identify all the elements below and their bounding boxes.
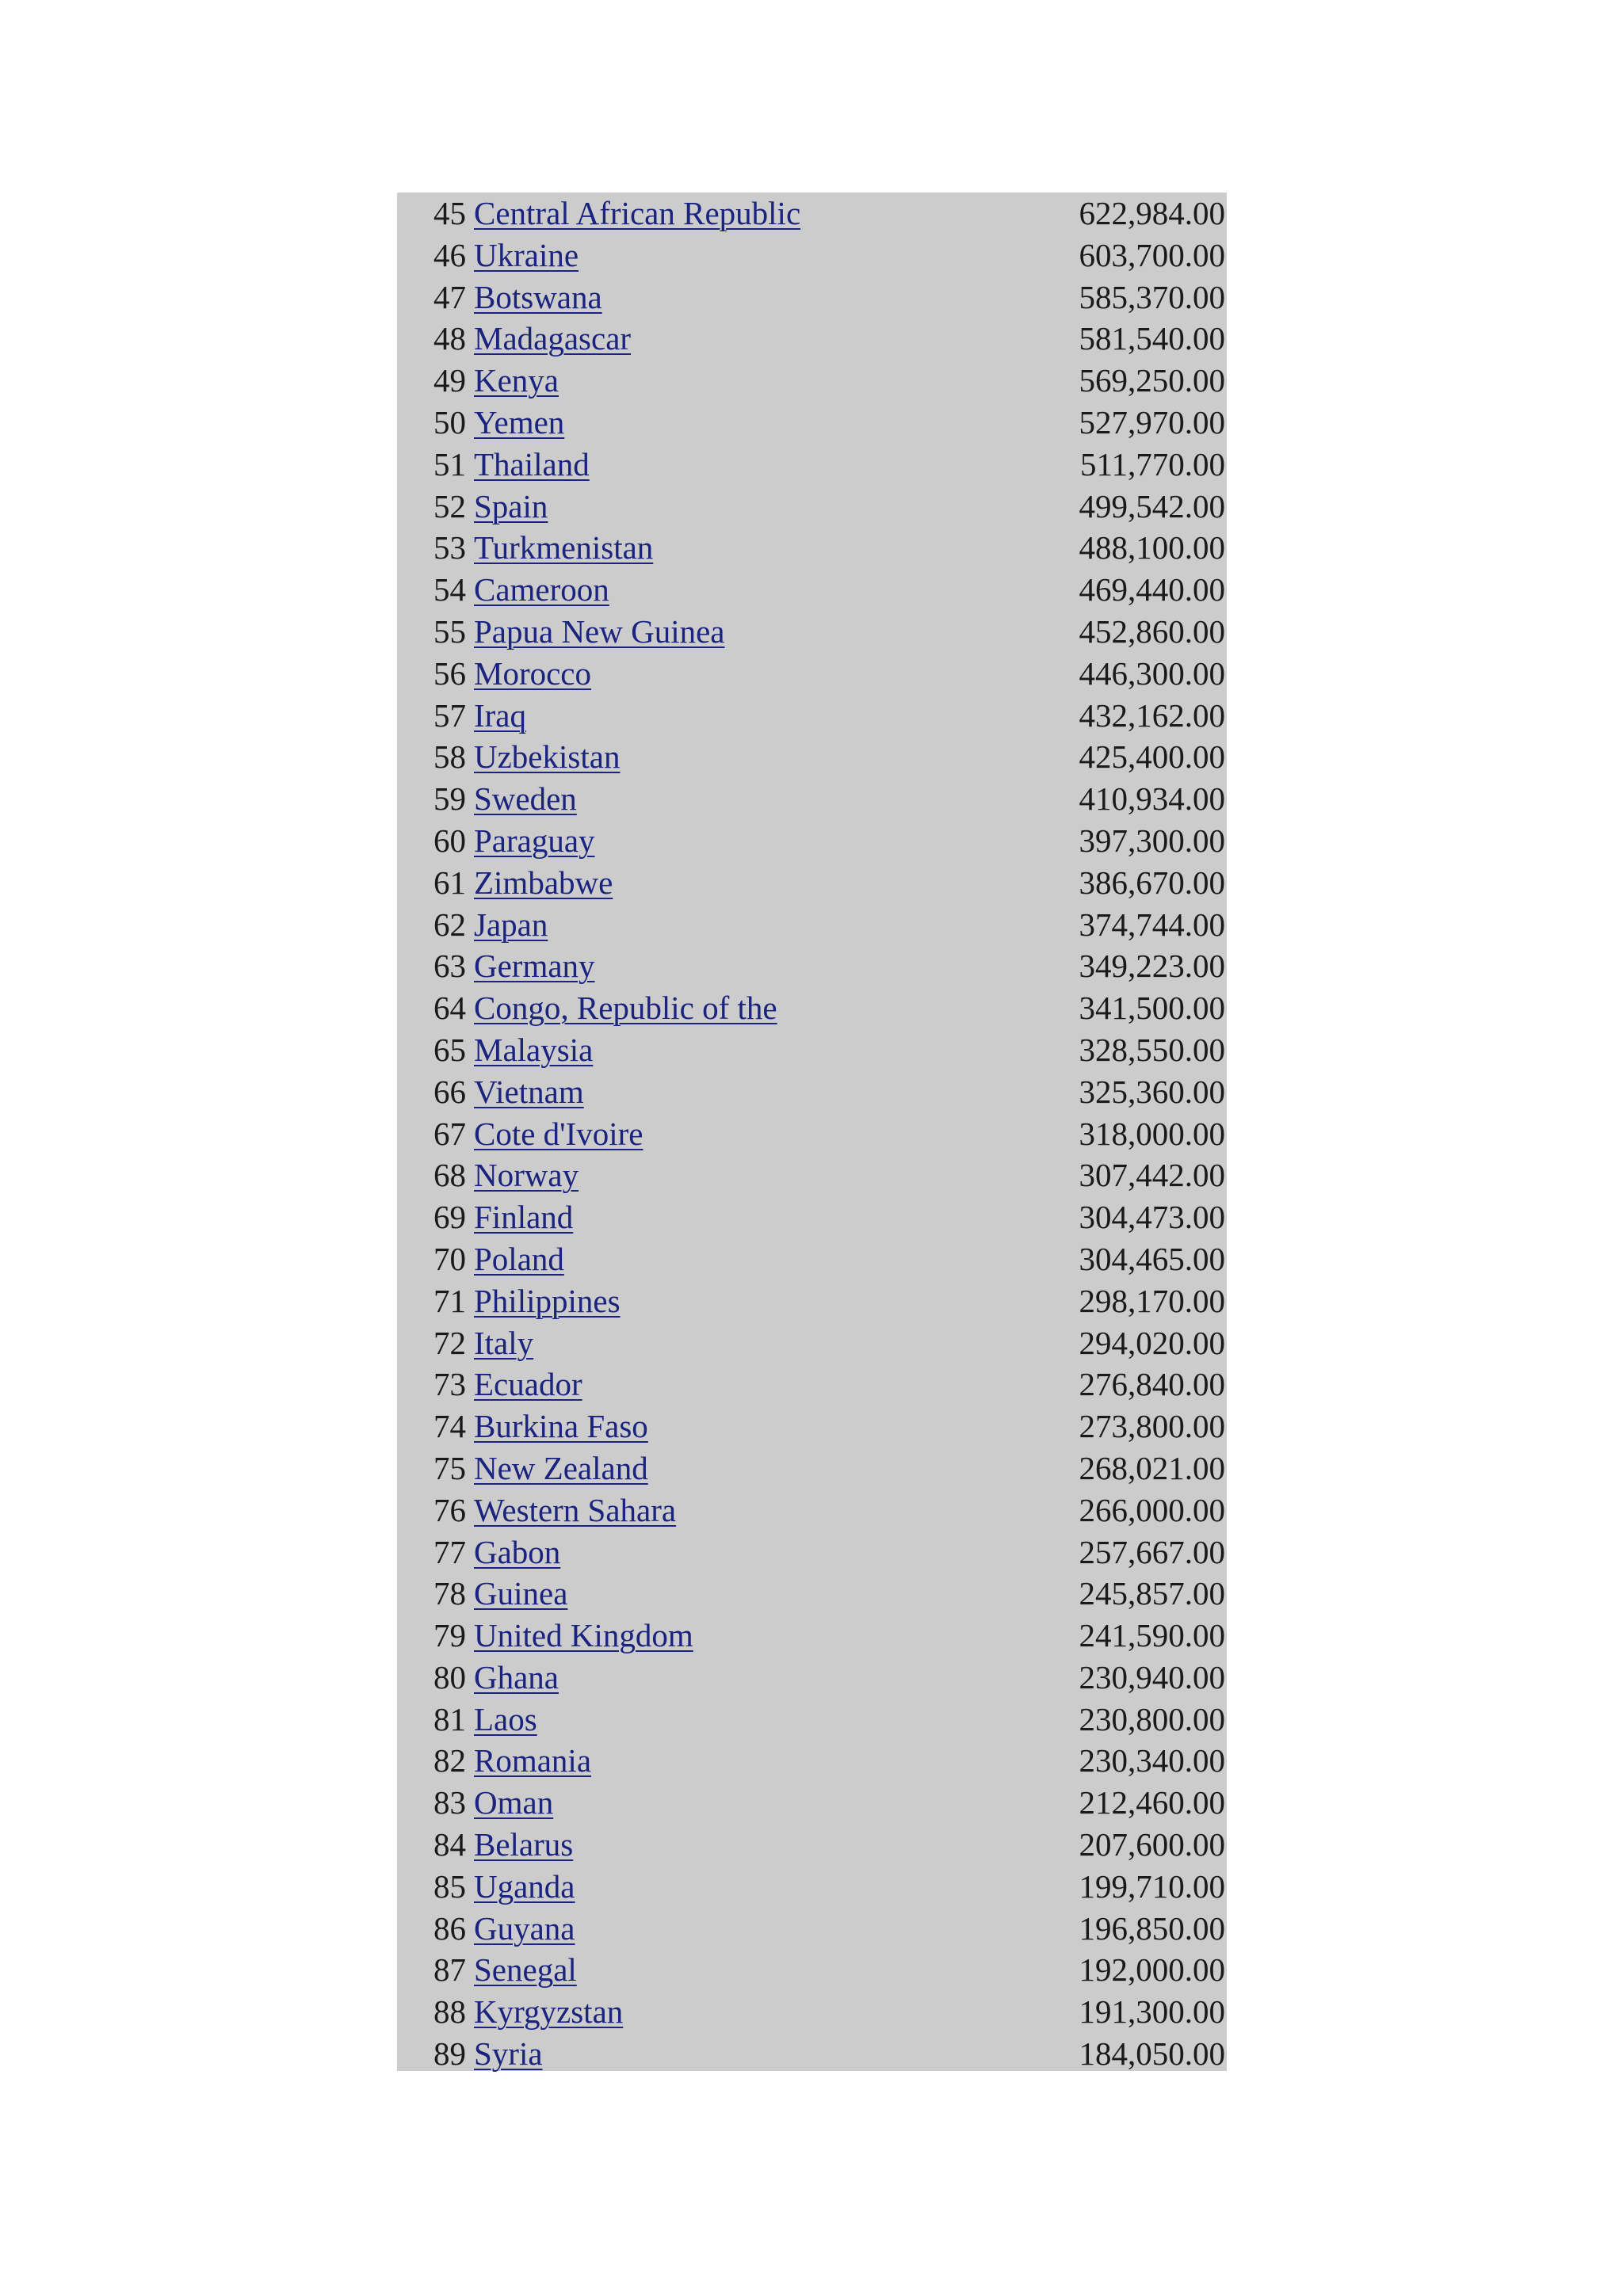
area-cell: 241,590.00 (1079, 1617, 1225, 1654)
area-cell: 499,542.00 (1079, 487, 1225, 524)
area-cell: 266,000.00 (1079, 1491, 1225, 1528)
table-body (397, 193, 1227, 2075)
rank-cell: 51 (433, 445, 466, 482)
table-row (397, 360, 1227, 402)
country-link[interactable]: Uzbekistan (474, 738, 621, 776)
rank-cell: 62 (433, 906, 466, 943)
country-link[interactable]: Malaysia (474, 1031, 594, 1068)
table-row (397, 987, 1227, 1029)
rank-cell: 72 (433, 1324, 466, 1361)
rank-cell: 83 (433, 1784, 466, 1821)
rank-cell: 53 (433, 529, 466, 566)
area-cell: 199,710.00 (1079, 1867, 1225, 1905)
area-cell: 622,984.00 (1079, 195, 1225, 231)
table-row (397, 402, 1227, 444)
area-cell: 446,300.00 (1079, 654, 1225, 692)
country-link[interactable]: Uganda (474, 1867, 575, 1905)
rank-cell: 52 (433, 487, 466, 524)
area-cell: 230,340.00 (1079, 1742, 1225, 1779)
country-link[interactable]: Syria (474, 2035, 543, 2073)
rank-cell: 56 (433, 654, 466, 692)
table-row (397, 1154, 1227, 1196)
rank-cell: 59 (433, 780, 466, 818)
country-link[interactable]: Western Sahara (474, 1491, 677, 1528)
rank-cell: 82 (433, 1742, 466, 1779)
table-row (397, 486, 1227, 528)
table-row (397, 1196, 1227, 1238)
rank-cell: 57 (433, 696, 466, 734)
country-link[interactable]: Senegal (474, 1951, 577, 1989)
country-link[interactable]: United Kingdom (474, 1617, 693, 1654)
table-row (397, 1949, 1227, 1991)
rank-cell: 47 (433, 278, 466, 315)
area-cell: 488,100.00 (1079, 529, 1225, 566)
area-cell: 192,000.00 (1079, 1951, 1225, 1989)
country-link[interactable]: Norway (474, 1157, 579, 1194)
country-link[interactable]: Papua New Guinea (474, 612, 725, 650)
table-row (397, 527, 1227, 569)
table-row (397, 1657, 1227, 1699)
rank-cell: 45 (433, 195, 466, 231)
table-row (397, 904, 1227, 946)
rank-cell: 88 (433, 1993, 466, 2031)
area-cell: 341,500.00 (1079, 990, 1225, 1027)
country-link[interactable]: Poland (474, 1240, 564, 1277)
area-cell: 511,770.00 (1080, 445, 1225, 482)
rank-cell: 74 (433, 1408, 466, 1445)
rank-cell: 54 (433, 571, 466, 608)
country-link[interactable]: Ukraine (474, 236, 579, 273)
rank-cell: 70 (433, 1240, 466, 1277)
table-row (397, 569, 1227, 611)
area-cell: 184,050.00 (1079, 2035, 1225, 2073)
area-cell: 207,600.00 (1079, 1826, 1225, 1863)
country-link[interactable]: Zimbabwe (474, 864, 613, 901)
rank-cell: 48 (433, 320, 466, 357)
table-row (397, 444, 1227, 486)
country-link[interactable]: Belarus (474, 1826, 574, 1863)
table-row (397, 1447, 1227, 1489)
rank-cell: 61 (433, 864, 466, 901)
table-row (397, 1615, 1227, 1657)
table-row (397, 862, 1227, 904)
area-cell: 425,400.00 (1079, 738, 1225, 776)
rank-cell: 50 (433, 403, 466, 441)
area-cell: 230,800.00 (1079, 1700, 1225, 1737)
table-row (397, 1991, 1227, 2033)
area-cell: 581,540.00 (1079, 320, 1225, 357)
rank-cell: 76 (433, 1491, 466, 1528)
area-cell: 191,300.00 (1079, 1993, 1225, 2031)
table-row (397, 1782, 1227, 1824)
area-cell: 527,970.00 (1079, 403, 1225, 441)
area-cell: 276,840.00 (1079, 1366, 1225, 1403)
country-link[interactable]: Germany (474, 948, 595, 985)
table-row (397, 235, 1227, 277)
country-link[interactable]: Japan (474, 906, 548, 943)
area-cell: 294,020.00 (1079, 1324, 1225, 1361)
area-cell: 212,460.00 (1079, 1784, 1225, 1821)
area-cell: 318,000.00 (1079, 1115, 1225, 1152)
country-link[interactable]: Turkmenistan (474, 529, 654, 566)
table-row (397, 1363, 1227, 1405)
rank-cell: 60 (433, 822, 466, 859)
rank-cell: 84 (433, 1826, 466, 1863)
country-link[interactable]: Cameroon (474, 571, 609, 608)
area-cell: 374,744.00 (1079, 906, 1225, 943)
table-row (397, 1489, 1227, 1531)
country-link[interactable]: Yemen (474, 403, 565, 441)
rank-cell: 65 (433, 1031, 466, 1068)
country-link[interactable]: Philippines (474, 1282, 621, 1319)
rank-cell: 81 (433, 1700, 466, 1737)
table-row (397, 736, 1227, 778)
table-row (397, 695, 1227, 737)
rank-cell: 79 (433, 1617, 466, 1654)
rank-cell: 49 (433, 362, 466, 399)
country-link[interactable]: Central African Republic (474, 195, 801, 231)
country-link[interactable]: Thailand (474, 445, 590, 482)
country-link[interactable]: Ghana (474, 1658, 559, 1695)
country-link[interactable]: Guinea (474, 1575, 568, 1612)
area-cell: 245,857.00 (1079, 1575, 1225, 1612)
rank-cell: 89 (433, 2035, 466, 2073)
country-link[interactable]: Morocco (474, 654, 592, 692)
area-cell: 328,550.00 (1079, 1031, 1225, 1068)
country-link[interactable]: Finland (474, 1199, 574, 1236)
area-cell: 325,360.00 (1079, 1073, 1225, 1110)
table-row (397, 1699, 1227, 1741)
table-row (397, 1113, 1227, 1155)
country-link[interactable]: Oman (474, 1784, 554, 1821)
rank-cell: 87 (433, 1951, 466, 1989)
area-cell: 304,473.00 (1079, 1199, 1225, 1236)
rank-cell: 58 (433, 738, 466, 776)
table-row (397, 2033, 1227, 2075)
rank-cell: 64 (433, 990, 466, 1027)
country-link[interactable]: Romania (474, 1742, 592, 1779)
country-link[interactable]: Botswana (474, 278, 602, 315)
country-link[interactable]: Iraq (474, 696, 527, 734)
rank-cell: 71 (433, 1282, 466, 1319)
country-link[interactable]: Laos (474, 1700, 537, 1737)
rank-cell: 75 (433, 1449, 466, 1486)
country-link[interactable]: Italy (474, 1324, 534, 1361)
rank-cell: 67 (433, 1115, 466, 1152)
area-cell: 469,440.00 (1079, 571, 1225, 608)
country-link[interactable]: Spain (474, 487, 548, 524)
table-row (397, 1824, 1227, 1866)
table-row (397, 653, 1227, 695)
rank-cell: 68 (433, 1157, 466, 1194)
country-link[interactable]: Ecuador (474, 1366, 582, 1403)
country-area-table (397, 193, 1227, 2071)
country-link[interactable]: Madagascar (474, 320, 632, 357)
country-link[interactable]: Kenya (474, 362, 559, 399)
country-link[interactable]: Burkina Faso (474, 1408, 648, 1445)
country-link[interactable]: Congo, Republic of the (474, 990, 777, 1027)
area-cell: 585,370.00 (1079, 278, 1225, 315)
area-cell: 268,021.00 (1079, 1449, 1225, 1486)
rank-cell: 69 (433, 1199, 466, 1236)
area-cell: 298,170.00 (1079, 1282, 1225, 1319)
table-row (397, 1740, 1227, 1782)
area-cell: 196,850.00 (1079, 1909, 1225, 1947)
rank-cell: 78 (433, 1575, 466, 1612)
area-cell: 386,670.00 (1079, 864, 1225, 901)
rank-cell: 46 (433, 236, 466, 273)
table-row (397, 1071, 1227, 1113)
area-cell: 410,934.00 (1079, 780, 1225, 818)
area-cell: 304,465.00 (1079, 1240, 1225, 1277)
area-cell: 452,860.00 (1079, 612, 1225, 650)
rank-cell: 55 (433, 612, 466, 650)
table-row (397, 1029, 1227, 1071)
area-cell: 603,700.00 (1079, 236, 1225, 273)
rank-cell: 80 (433, 1658, 466, 1695)
country-link[interactable]: New Zealand (474, 1449, 648, 1486)
country-link[interactable]: Paraguay (474, 822, 595, 859)
country-link[interactable]: Vietnam (474, 1073, 584, 1110)
area-cell: 397,300.00 (1079, 822, 1225, 859)
area-cell: 273,800.00 (1079, 1408, 1225, 1445)
table-row (397, 1866, 1227, 1908)
area-cell: 257,667.00 (1079, 1533, 1225, 1570)
table-row (397, 318, 1227, 360)
table-row (397, 193, 1227, 235)
country-link[interactable]: Kyrgyzstan (474, 1993, 624, 2031)
rank-cell: 63 (433, 948, 466, 985)
area-cell: 569,250.00 (1079, 362, 1225, 399)
table-row (397, 1908, 1227, 1950)
area-cell: 307,442.00 (1079, 1157, 1225, 1194)
country-link[interactable]: Cote d'Ivoire (474, 1115, 643, 1152)
country-link[interactable]: Gabon (474, 1533, 561, 1570)
table-row (397, 1322, 1227, 1364)
table-row (397, 1531, 1227, 1573)
table-row (397, 1238, 1227, 1280)
table-row (397, 778, 1227, 820)
rank-cell: 66 (433, 1073, 466, 1110)
rank-cell: 86 (433, 1909, 466, 1947)
rank-cell: 77 (433, 1533, 466, 1570)
table-row (397, 1405, 1227, 1447)
country-link[interactable]: Guyana (474, 1909, 575, 1947)
table-row (397, 1573, 1227, 1615)
country-link[interactable]: Sweden (474, 780, 577, 818)
table-row (397, 611, 1227, 653)
area-cell: 432,162.00 (1079, 696, 1225, 734)
area-cell: 349,223.00 (1079, 948, 1225, 985)
table-row (397, 1280, 1227, 1322)
table-row (397, 945, 1227, 987)
table-row (397, 820, 1227, 862)
table-row (397, 277, 1227, 318)
rank-cell: 85 (433, 1867, 466, 1905)
rank-cell: 73 (433, 1366, 466, 1403)
area-cell: 230,940.00 (1079, 1658, 1225, 1695)
